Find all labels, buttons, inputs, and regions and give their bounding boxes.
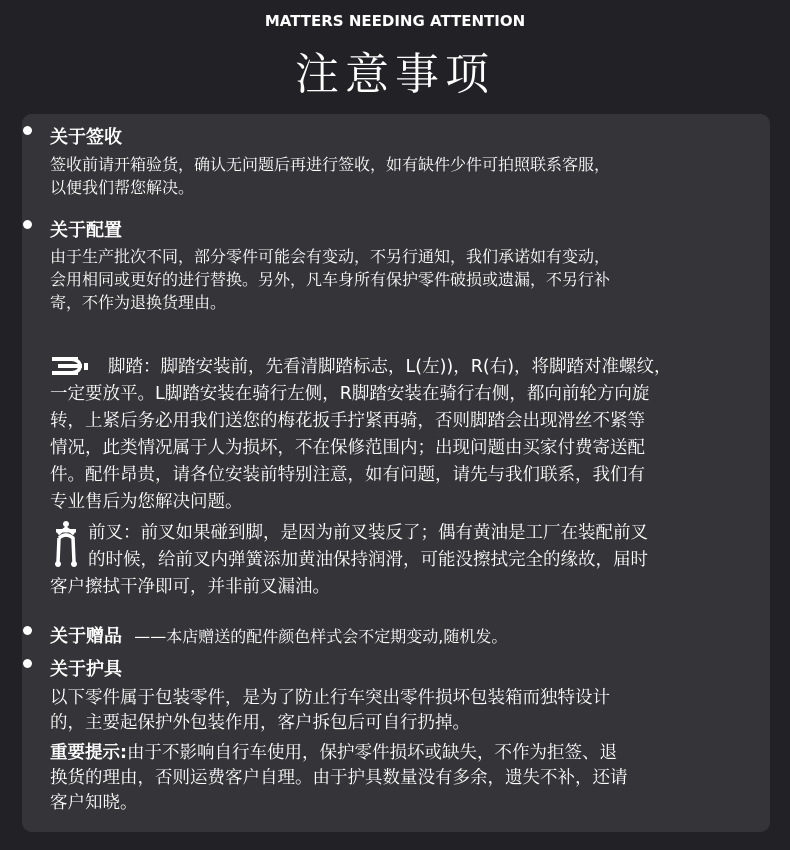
text-line: 以便我们帮您解决。 [50, 178, 195, 197]
config-paragraph [50, 245, 610, 314]
section-title-sign: 关于签收 [50, 127, 122, 148]
bullet-dot [23, 220, 32, 229]
text-line: 寄，不作为退换货理由。 [50, 293, 227, 312]
english-title: MATTERS NEEDING ATTENTION [264, 12, 526, 30]
text-line: 脚踏：脚踏安装前，先看清脚踏标志，L(左))，R(右)，将脚踏对准螺纹， [108, 357, 672, 377]
gift-text: ——本店赠送的配件颜色样式会不定期变动,随机发。 [134, 627, 508, 646]
text-line: 客户擦拭干净即可，并非前叉漏油。 [50, 577, 330, 597]
text-line: 的，主要起保护外包装作用，客户拆包后可自行扔掉。 [50, 713, 470, 733]
text-line [50, 741, 628, 766]
bullet-dot [23, 126, 32, 135]
notice-text: 由于不影响自行车使用，保护零件损坏或缺失，不作为拒签、退 [127, 743, 617, 763]
gift-title: 关于赠品 [50, 626, 122, 647]
text-line: 签收前请开箱验货，确认无问题后再进行签收，如有缺件少件可拍照联系客服， [50, 155, 611, 174]
fork-icon [52, 520, 80, 570]
text-line: 一定要放平。L脚踏安装在骑行左侧，R脚踏安装在骑行右侧，都向前轮方向旋 [50, 384, 650, 404]
page-title: 注意事项 [295, 49, 495, 100]
notice-label: 重要提示: [50, 743, 127, 763]
fork-paragraph [50, 520, 648, 601]
notice-paragraph [50, 741, 628, 816]
pedal-paragraph [50, 354, 672, 516]
text-line: 专业售后为您解决问题。 [50, 492, 243, 512]
bullet-dot [23, 659, 32, 668]
text-line: 换货的理由，否则运费客户自理。由于护具数量没有多余，遗失不补，还请 [50, 768, 628, 788]
text-line: 客户知晓。 [50, 793, 138, 813]
text-line: 件。配件昂贵，请各位安装前特别注意，如有问题，请先与我们联系，我们有 [50, 465, 645, 485]
text-line: 情况，此类情况属于人为损坏，不在保修范围内；出现问题由买家付费寄送配 [50, 438, 645, 458]
text-line: 转，上紧后务必用我们送您的梅花扳手拧紧再骑，否则脚踏会出现滑丝不紧等 [50, 411, 645, 431]
section-title-gift [50, 622, 507, 648]
text-line: 的时候，给前叉内弹簧添加黄油保持润滑，可能没擦拭完全的缘故，届时 [88, 550, 648, 570]
protect-paragraph [50, 686, 610, 736]
text-line: 前叉：前叉如果碰到脚，是因为前叉装反了；偶有黄油是工厂在装配前叉 [88, 523, 648, 543]
text-line: 以下零件属于包装零件，是为了防止行车突出零件损坏包装箱而独特设计 [50, 688, 610, 708]
section-title-protect: 关于护具 [50, 659, 122, 680]
text-line: 由于生产批次不同，部分零件可能会有变动，不另行通知，我们承诺如有变动， [50, 247, 611, 266]
section-title-config: 关于配置 [50, 220, 122, 241]
text-line: 会用相同或更好的进行替换。另外，凡车身所有保护零件破损或遗漏，不另行补 [50, 270, 611, 289]
sign-paragraph [50, 153, 610, 199]
bullet-dot [23, 626, 32, 635]
